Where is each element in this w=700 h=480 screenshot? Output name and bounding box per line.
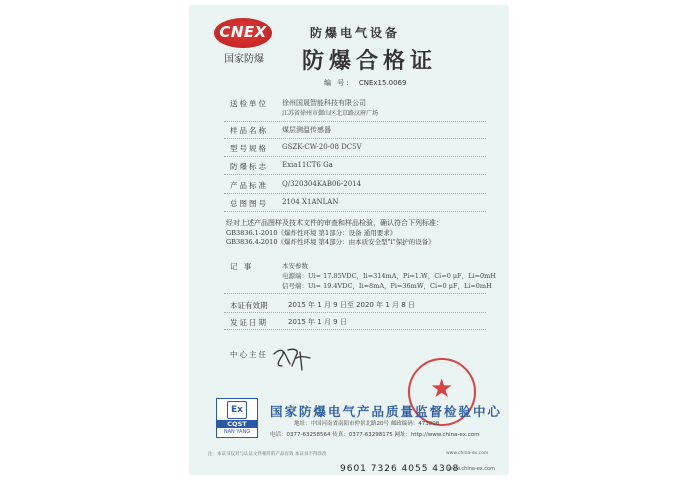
notes-line: 电源端：Ui= 17.85VDC，Ii=314mA，Pi=1.W，Ci=0 μF，Li=0mH — [282, 272, 496, 280]
footer-note: 注：本证书仅对与认证文件相符的产品有效 本证书不得涂改 — [208, 452, 327, 457]
field-value-drawing-number: 2104 X1ANLAN — [282, 198, 339, 206]
field-label-ex-mark: 防爆标志 — [230, 162, 268, 171]
issue-date-value: 2015 年 1 月 9 日 — [288, 318, 347, 326]
divider — [224, 174, 486, 175]
director-signature — [270, 344, 314, 372]
cnex-logo-text: CNEX — [219, 23, 267, 41]
notes-line: 本安参数 — [282, 262, 308, 270]
field-label-sample-name: 样品名称 — [230, 126, 268, 135]
divider — [224, 156, 486, 157]
divider — [224, 138, 486, 139]
validity-label: 本证有效期 — [230, 301, 268, 310]
notes-label: 记 事 — [230, 262, 254, 271]
certificate — [190, 6, 508, 474]
field-value-applicant: 徐州国晟智能科技有限公司 — [282, 99, 366, 107]
footer-note-right: www.china-ex.com — [446, 451, 489, 456]
notes-line: 信号端：Ui= 19.4VDC，Ii=8mA，Pi=36mW，Ci=0 μF，Li=0mH — [282, 282, 492, 290]
cnex-logo-subtitle: 国家防爆 — [224, 54, 264, 65]
divider — [224, 121, 486, 122]
standard-item: GB3836.4-2010《爆炸性环境 第4部分：由本质安全型"i"保护的设备》 — [226, 238, 435, 246]
cqst-logo-ex: Ex — [227, 401, 247, 419]
footer-website: www.china-ex.com — [448, 466, 495, 472]
field-label-applicant: 送检单位 — [230, 99, 268, 108]
divider — [224, 293, 486, 294]
institution-contact: 电话：0377-63258564 传真：0377-63298175 网址：http://www.china-ex.com — [270, 432, 480, 438]
conformity-statement: 经对上述产品图样及技术文件的审查和样品检验，确认符合下列标准： — [226, 219, 443, 227]
cqst-logo-text: CQST — [217, 420, 257, 428]
certificate-main-title: 防爆合格证 — [302, 49, 438, 74]
issue-date-label: 发证日期 — [230, 318, 268, 327]
standard-item: GB3836.1-2010《爆炸性环境 第1部分：设备 通用要求》 — [226, 229, 397, 237]
seal-star-icon: ★ — [430, 374, 454, 404]
field-label-model: 型号规格 — [230, 144, 268, 153]
field-value-model: GSZK-CW-20-08 DC5V — [282, 143, 362, 151]
divider — [224, 329, 486, 330]
divider — [224, 211, 486, 212]
divider — [224, 193, 486, 194]
field-value-applicant-address: 江苏省徐州市鄞山区北京路汉府广场 — [282, 110, 379, 117]
cqst-logo — [216, 398, 258, 438]
institution-name: 国家防爆电气产品质量监督检验中心 — [270, 404, 503, 419]
certificate-top-title: 防爆电气设备 — [310, 26, 401, 40]
field-value-sample-name: 煤层测温传感器 — [282, 126, 331, 134]
director-label: 中心主任 — [230, 350, 268, 359]
serial-number: 9601 7326 4055 4308 — [340, 464, 460, 474]
certificate-number-label: 编 号: — [324, 79, 351, 87]
field-label-drawing-number: 总图图号 — [230, 199, 268, 208]
field-label-standard: 产品标准 — [230, 181, 268, 190]
field-value-ex-mark: Exia11CT6 Ga — [282, 161, 333, 169]
institution-address: 地址：中国河南省南阳市仲景北路20号 邮政编码：473008 — [294, 421, 440, 427]
certificate-number-value: CNEx15.0069 — [358, 79, 407, 87]
cqst-logo-city: NAN YANG — [223, 429, 251, 435]
validity-value: 2015 年 1 月 9 日至 2020 年 1 月 8 日 — [288, 301, 415, 309]
divider — [224, 312, 486, 313]
certificate-number-row — [324, 78, 406, 88]
field-value-standard: Q/320304KAB06-2014 — [282, 180, 362, 188]
